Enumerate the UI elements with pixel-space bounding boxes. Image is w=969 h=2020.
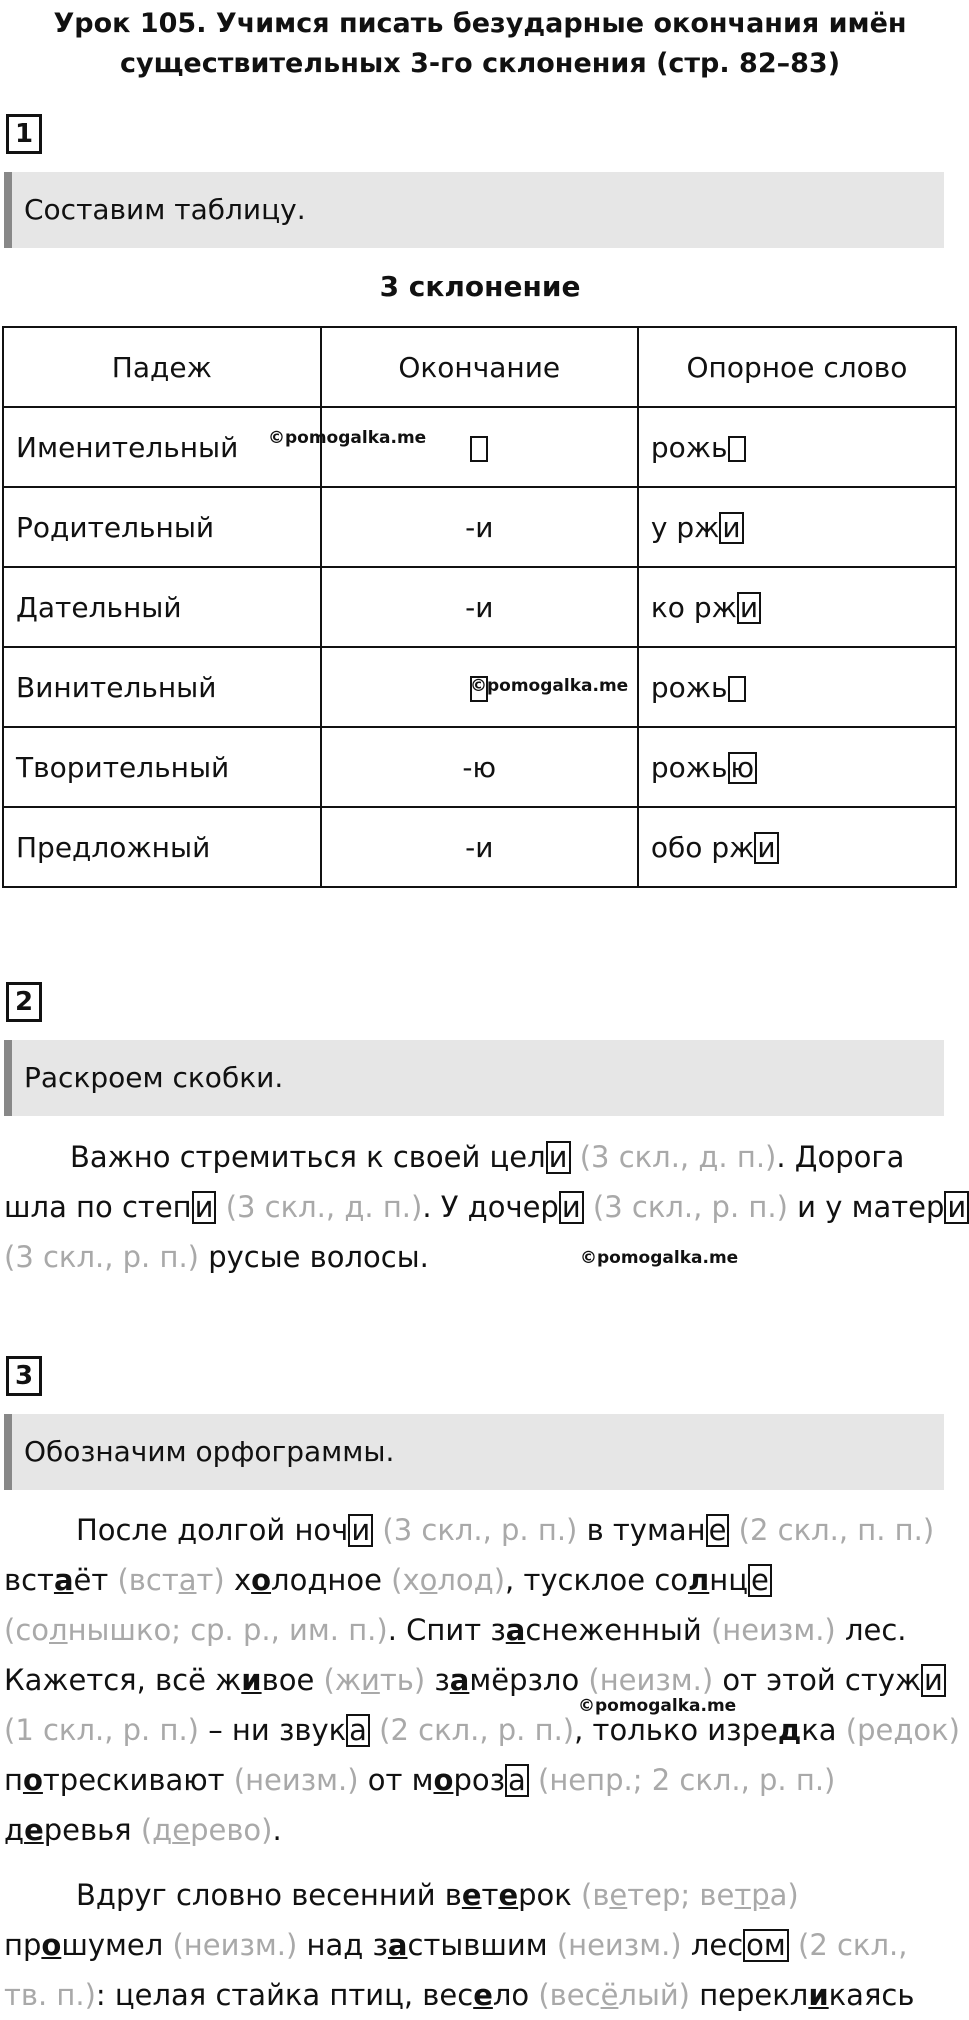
word-cell: ко рж и [638,567,956,647]
ending-box: и [348,1514,373,1547]
ending-box: и [944,1191,969,1224]
task-3-paragraph-1 [4,1505,960,1855]
table-row [3,807,956,887]
ending-box: и [737,592,761,624]
declension-table [2,326,957,888]
task-3-number: 3 [6,1356,42,1396]
task-1-instruction: Составим таблицу. [4,172,944,248]
ending-cell: -и [321,807,638,887]
word-cell: рожь [638,407,956,487]
ending-box: и [192,1191,217,1224]
ending-cell: -и [321,487,638,567]
lesson-title [0,0,960,84]
word-cell: рожь [638,647,956,727]
table-row [3,487,956,567]
case-cell: Творительный [3,727,321,807]
word-cell: рожь ю [638,727,956,807]
ending-box: и [559,1191,584,1224]
task-1-number: 1 [6,114,42,154]
header-ending: Окончание [321,327,638,407]
text-line: Кажется, всё живое (жить) замёрзло (неизм.) от этой стуж и [4,1655,954,1705]
text-line: прошумел (неизм.) над застывшим (неизм.) лес ом (2 скл., [4,1928,908,1962]
ending-box: е [706,1514,730,1547]
case-cell: Родительный [3,487,321,567]
ending-box: ю [728,752,758,784]
word-cell: обо рж и [638,807,956,887]
table-row [3,407,956,487]
word-cell: у рж и [638,487,956,567]
ending-cell: -и [321,567,638,647]
watermark: ©pomogalka.me [470,676,629,696]
ending-box: и [719,512,743,544]
ending-cell: -ю [321,727,638,807]
task-3-instruction: Обозначим орфограммы. [4,1414,944,1490]
text-line: потрескивают (неизм.) от мороз а (непр.; 2 скл., р. п.) [4,1763,836,1797]
ending-box: и [921,1664,946,1697]
case-cell: Винительный [3,647,321,727]
case-cell: Предложный [3,807,321,887]
header-word: Опорное слово [638,327,956,407]
ending-box: ом [743,1929,789,1962]
table-row [3,567,956,647]
title-line-1: Урок 105. Учимся писать безударные окончания имён [53,8,907,39]
watermark: ©pomogalka.me [578,1696,737,1716]
task-3-paragraph-2 [4,1870,954,2020]
empty-ending-box [470,436,488,462]
text-line: Вдруг словно весенний ветерок (ветер; ветра) [76,1878,799,1912]
text-line: После долгой ноч и (3 скл., р. п.) в туман е (2 скл., п. п.) [76,1513,935,1547]
ending-box [728,676,746,702]
watermark: ©pomogalka.me [268,428,427,448]
table-row [3,727,956,807]
ending-box: и [546,1141,571,1174]
ending-box [728,436,746,462]
text-line: тв. п.): целая стайка птиц, весело (весёлый) перекликаясь [4,1978,915,2012]
ending-box: и [754,832,778,864]
table-header-row [3,327,956,407]
text-line: встаёт (встат) холодное (холод), тусклое солнц е [4,1555,954,1605]
case-cell: Дательный [3,567,321,647]
ending-box: а [505,1764,529,1797]
task-2-instruction: Раскроем скобки. [4,1040,944,1116]
watermark: ©pomogalka.me [580,1248,739,1268]
table-title: 3 склонение [379,270,581,303]
header-case: Падеж [3,327,321,407]
text-line: (солнышко; ср. р., им. п.). Спит заснеженный (неизм.) лес. [4,1613,907,1647]
text-line: деревья (дерево). [4,1813,282,1847]
title-line-2: существительных 3-го склонения (стр. 82–83) [119,48,841,79]
task-2-number: 2 [6,982,42,1022]
case-cell: Именительный [3,407,321,487]
text-line: (1 скл., р. п.) – ни звук а (2 скл., р. п.), только изредка (редок) [4,1713,960,1747]
ending-box: е [748,1564,772,1597]
ending-box: а [346,1714,370,1747]
task-2-text: Важно стремиться к своей цел и (3 скл., д. п.). Дорога шла по степ и (3 скл., д. п.). У дочер и (3 скл., р. п.) и у матер и (3 скл., р. п.) русые волосы. [4,1132,954,1282]
